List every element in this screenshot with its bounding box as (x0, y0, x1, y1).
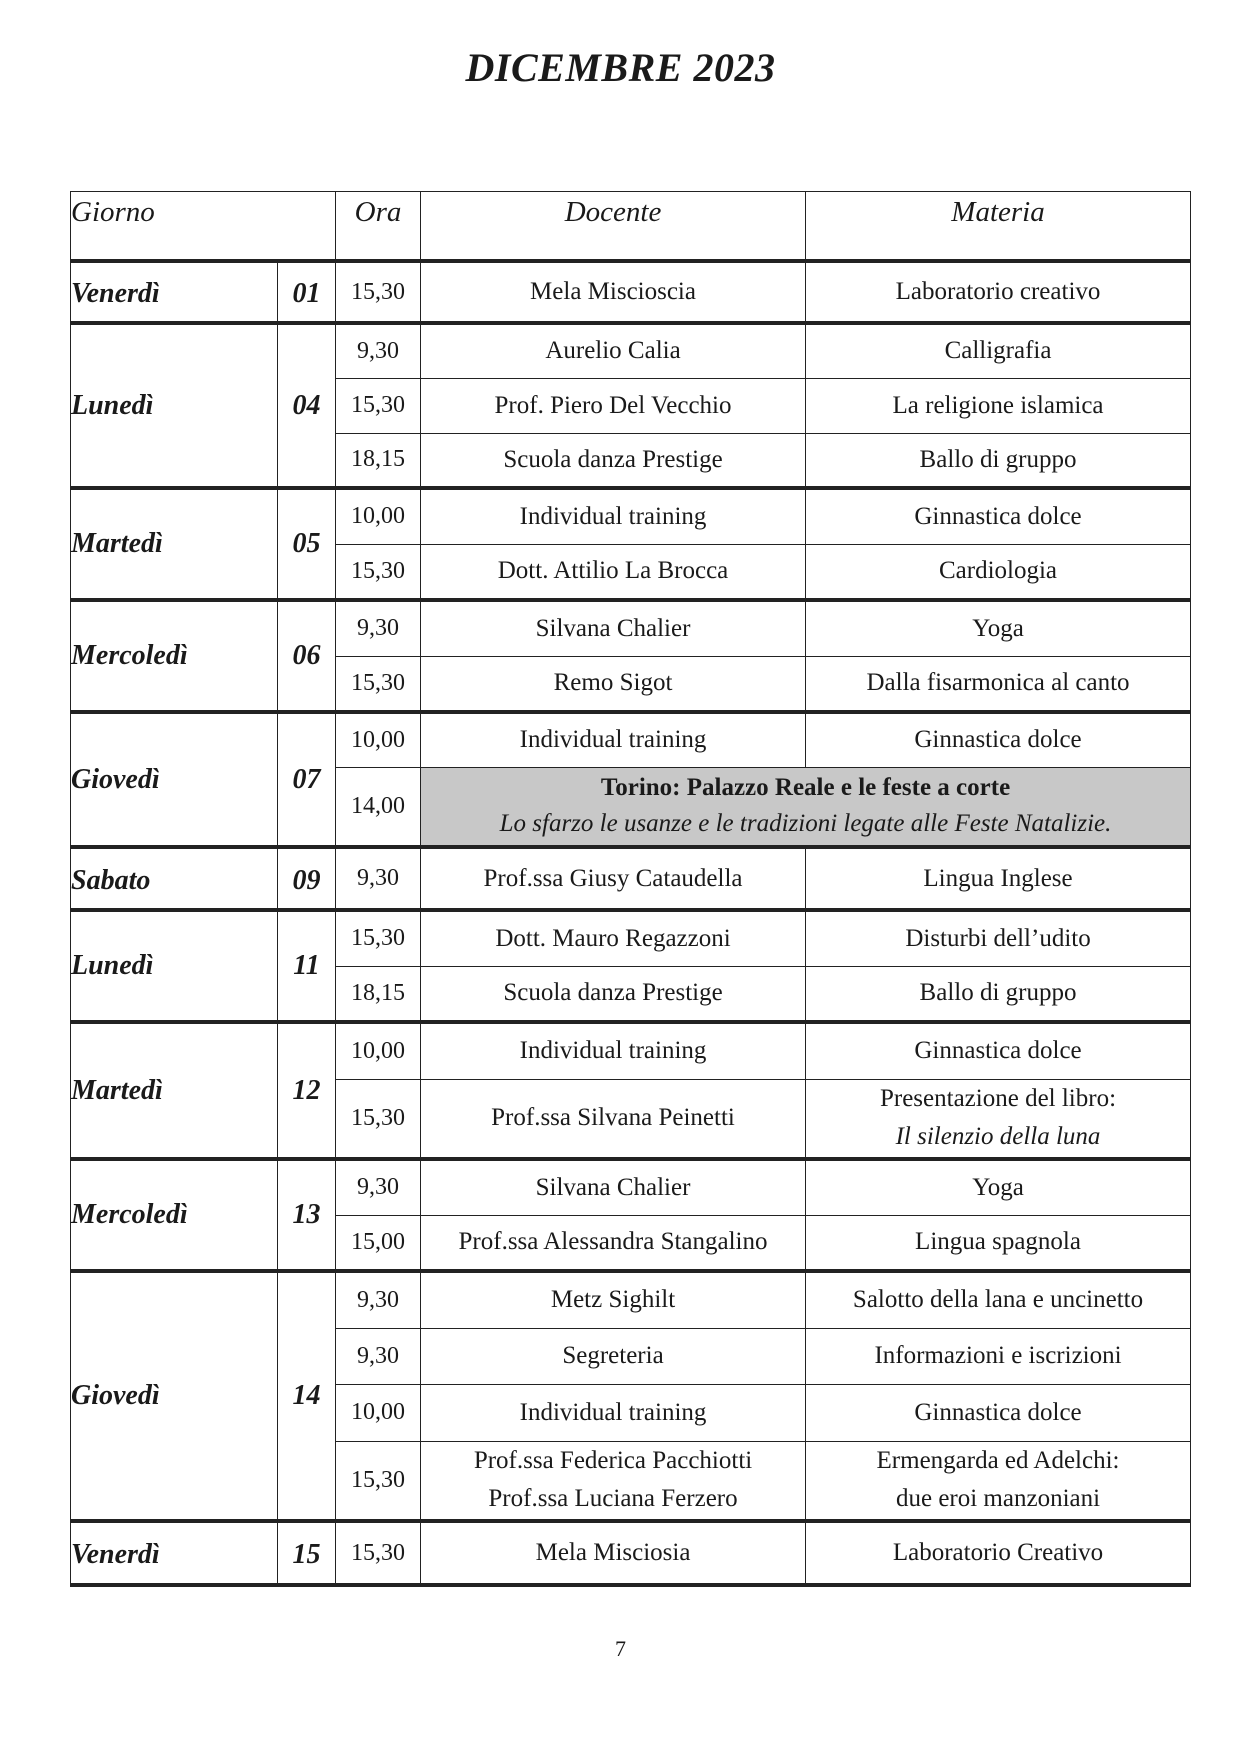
subject-cell: Ginnastica dolce (806, 712, 1191, 767)
subject-cell: Laboratorio Creativo (806, 1521, 1191, 1585)
day-name: Venerdì (71, 1521, 278, 1585)
day-number: 12 (278, 1022, 336, 1159)
time-cell: 15,00 (336, 1215, 421, 1271)
page-number: 7 (615, 1636, 626, 1661)
subject-cell: Yoga (806, 1159, 1191, 1215)
teacher-cell: Prof.ssa Giusy Cataudella (421, 847, 806, 910)
event-highlight (421, 767, 1191, 847)
subject-cell: Ballo di gruppo (806, 966, 1191, 1022)
day-name: Martedì (71, 1022, 278, 1159)
subject-cell: Informazioni e iscrizioni (806, 1328, 1191, 1384)
subject-cell: Dalla fisarmonica al canto (806, 656, 1191, 712)
subject-line: Ermengarda ed Adelchi: (876, 1447, 1120, 1475)
subject-cell: Ginnastica dolce (806, 488, 1191, 544)
subject-cell: Ballo di gruppo (806, 433, 1191, 488)
day-name: Mercoledì (71, 1159, 278, 1271)
page-title: DICEMBRE 2023 (465, 45, 776, 90)
time-cell: 10,00 (336, 488, 421, 544)
time-cell: 9,30 (336, 1159, 421, 1215)
day-number: 15 (278, 1521, 336, 1585)
book-title: Il silenzio della luna (895, 1123, 1101, 1151)
day-number: 05 (278, 488, 336, 600)
subject-cell (806, 1441, 1191, 1521)
teacher-cell: Metz Sighilt (421, 1271, 806, 1328)
day-name: Lunedì (71, 323, 278, 488)
subject-cell: Ginnastica dolce (806, 1022, 1191, 1079)
teacher-cell: Remo Sigot (421, 656, 806, 712)
day-name: Sabato (71, 847, 278, 910)
time-cell: 15,30 (336, 261, 421, 323)
teacher-cell: Scuola danza Prestige (421, 966, 806, 1022)
table-row (71, 712, 1191, 767)
time-cell: 18,15 (336, 433, 421, 488)
teacher-cell: Segreteria (421, 1328, 806, 1384)
time-cell: 10,00 (336, 1022, 421, 1079)
time-cell: 18,15 (336, 966, 421, 1022)
table-row (71, 847, 1191, 910)
time-cell: 10,00 (336, 1384, 421, 1441)
time-cell: 9,30 (336, 1271, 421, 1328)
table-row (71, 261, 1191, 323)
table-row (71, 1022, 1191, 1079)
teacher-cell: Silvana Chalier (421, 1159, 806, 1215)
day-number: 04 (278, 323, 336, 488)
teacher-cell: Individual training (421, 712, 806, 767)
day-name: Giovedì (71, 1271, 278, 1521)
teacher-cell: Silvana Chalier (421, 600, 806, 656)
subject-cell: Lingua spagnola (806, 1215, 1191, 1271)
subject-cell: Lingua Inglese (806, 847, 1191, 910)
subject-cell: Salotto della lana e uncinetto (806, 1271, 1191, 1328)
time-cell: 9,30 (336, 323, 421, 378)
day-name: Martedì (71, 488, 278, 600)
header-row (71, 192, 1191, 262)
subject-line: due eroi manzoniani (895, 1485, 1101, 1513)
time-cell: 9,30 (336, 600, 421, 656)
event-subtitle: Lo sfarzo le usanze e le tradizioni legate alle Feste Natalizie. (499, 810, 1112, 838)
teacher-cell: Dott. Attilio La Brocca (421, 544, 806, 600)
day-number: 14 (278, 1271, 336, 1521)
table-row (71, 1159, 1191, 1215)
teacher-cell: Individual training (421, 1022, 806, 1079)
teacher-cell: Aurelio Calia (421, 323, 806, 378)
subject-cell: Calligrafia (806, 323, 1191, 378)
subject-cell: La religione islamica (806, 378, 1191, 433)
teacher-cell: Individual training (421, 1384, 806, 1441)
subject-cell: Laboratorio creativo (806, 261, 1191, 323)
day-number: 01 (278, 261, 336, 323)
header-giorno: Giorno (71, 192, 336, 262)
time-cell: 14,00 (336, 767, 421, 847)
table-row (71, 910, 1191, 966)
time-cell: 15,30 (336, 1521, 421, 1585)
teacher-line: Prof.ssa Luciana Ferzero (488, 1485, 738, 1513)
time-cell: 15,30 (336, 378, 421, 433)
header-ora: Ora (336, 192, 421, 262)
teacher-cell: Prof.ssa Silvana Peinetti (421, 1079, 806, 1159)
subject-cell: Cardiologia (806, 544, 1191, 600)
subject-cell: Ginnastica dolce (806, 1384, 1191, 1441)
schedule-table (70, 191, 1191, 1587)
teacher-cell: Prof. Piero Del Vecchio (421, 378, 806, 433)
day-name: Giovedì (71, 712, 278, 847)
table-row (71, 323, 1191, 378)
subject-cell: Disturbi dell’udito (806, 910, 1191, 966)
day-number: 11 (278, 910, 336, 1022)
teacher-cell: Mela Miscioscia (421, 261, 806, 323)
day-number: 13 (278, 1159, 336, 1271)
day-number: 07 (278, 712, 336, 847)
subject-cell: Yoga (806, 600, 1191, 656)
time-cell: 9,30 (336, 847, 421, 910)
teacher-cell: Dott. Mauro Regazzoni (421, 910, 806, 966)
time-cell: 15,30 (336, 1079, 421, 1159)
day-name: Lunedì (71, 910, 278, 1022)
teacher-cell: Mela Misciosia (421, 1521, 806, 1585)
time-cell: 9,30 (336, 1328, 421, 1384)
teacher-cell: Scuola danza Prestige (421, 433, 806, 488)
time-cell: 10,00 (336, 712, 421, 767)
event-title: Torino: Palazzo Reale e le feste a corte (600, 774, 1011, 802)
day-name: Mercoledì (71, 600, 278, 712)
header-docente: Docente (421, 192, 806, 262)
header-materia: Materia (806, 192, 1191, 262)
table-row (71, 600, 1191, 656)
table-row (71, 1521, 1191, 1585)
time-cell: 15,30 (336, 1441, 421, 1521)
time-cell: 15,30 (336, 656, 421, 712)
time-cell: 15,30 (336, 544, 421, 600)
table-row (71, 1271, 1191, 1328)
teacher-cell: Individual training (421, 488, 806, 544)
teacher-cell: Prof.ssa Alessandra Stangalino (421, 1215, 806, 1271)
day-name: Venerdì (71, 261, 278, 323)
subject-line: Presentazione del libro: (879, 1085, 1117, 1113)
day-number: 09 (278, 847, 336, 910)
teacher-cell (421, 1441, 806, 1521)
teacher-line: Prof.ssa Federica Pacchiotti (473, 1447, 753, 1475)
table-row (71, 488, 1191, 544)
day-number: 06 (278, 600, 336, 712)
subject-cell (806, 1079, 1191, 1159)
time-cell: 15,30 (336, 910, 421, 966)
